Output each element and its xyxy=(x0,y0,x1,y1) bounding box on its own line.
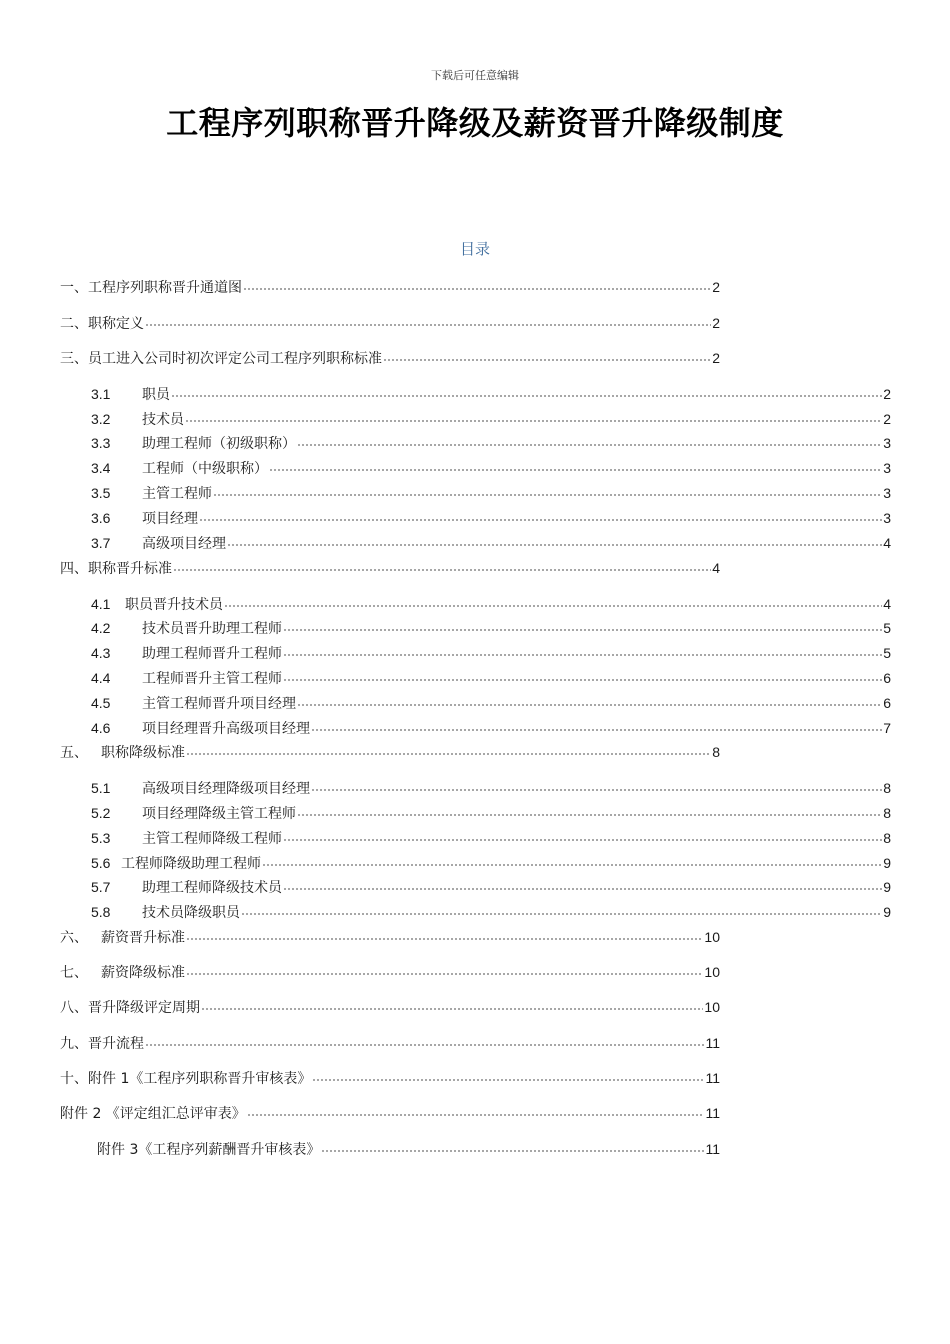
toc-entry-number: 七、 xyxy=(60,964,88,980)
toc-dot-leader xyxy=(283,823,882,843)
toc-entry-page: 10 xyxy=(704,964,720,980)
toc-entry-number: 5.1 xyxy=(91,780,111,796)
toc-entry-page: 2 xyxy=(712,315,720,331)
toc-dot-leader xyxy=(186,922,703,942)
toc-entry-text: 高级项目经理 xyxy=(142,536,226,552)
toc-entry[interactable] xyxy=(60,272,720,296)
toc-entry[interactable] xyxy=(91,713,891,737)
toc-dot-leader xyxy=(243,272,711,292)
toc-entry-page: 2 xyxy=(883,411,891,427)
toc-entry-number: 3.4 xyxy=(91,460,111,476)
toc-entry-page: 9 xyxy=(883,904,891,920)
toc-entry-number: 3.3 xyxy=(91,435,111,451)
toc-dot-leader xyxy=(173,553,711,573)
toc-entry[interactable] xyxy=(60,737,720,761)
toc-entry-page: 4 xyxy=(712,560,720,576)
toc-entry-text: 高级项目经理降级项目经理 xyxy=(142,781,310,797)
toc-dot-leader xyxy=(297,798,882,818)
toc-entry-page: 4 xyxy=(883,535,891,551)
toc-entry[interactable] xyxy=(97,1134,720,1158)
toc-dot-leader xyxy=(283,872,882,892)
toc-entry[interactable] xyxy=(60,308,720,332)
toc-entry-number: 5.2 xyxy=(91,805,111,821)
toc-dot-leader xyxy=(171,379,882,399)
toc-entry-text: 二、职称定义 xyxy=(60,316,144,332)
toc-dot-leader xyxy=(311,713,882,733)
toc-entry[interactable] xyxy=(60,343,720,367)
toc-entry-text: 技术员 xyxy=(142,412,184,428)
toc-dot-leader xyxy=(185,404,882,424)
toc-entry-page: 7 xyxy=(883,720,891,736)
toc-entry-page: 5 xyxy=(883,645,891,661)
toc-entry-text: 薪资降级标准 xyxy=(101,965,185,981)
toc-dot-leader xyxy=(145,1028,704,1048)
toc-entry-page: 8 xyxy=(883,830,891,846)
toc-entry-page: 2 xyxy=(883,386,891,402)
toc-entry[interactable] xyxy=(91,798,891,822)
toc-entry-number: 5.8 xyxy=(91,904,111,920)
toc-entry-page: 11 xyxy=(705,1105,720,1121)
toc-dot-leader xyxy=(321,1134,704,1154)
toc-entry-text: 职称降级标准 xyxy=(101,745,185,761)
toc-entry[interactable] xyxy=(60,922,720,946)
toc-dot-leader xyxy=(186,957,703,977)
toc-entry[interactable] xyxy=(91,528,891,552)
toc-entry-number: 3.5 xyxy=(91,485,111,501)
toc-dot-leader xyxy=(241,897,882,917)
toc-entry-text: 三、员工进入公司时初次评定公司工程序列职称标准 xyxy=(60,351,382,367)
toc-entry-page: 11 xyxy=(705,1070,720,1086)
toc-entry[interactable] xyxy=(91,773,891,797)
toc-dot-leader xyxy=(213,478,882,498)
toc-entry-number: 3.2 xyxy=(91,411,111,427)
toc-entry-text: 附件 2 《评定组汇总评审表》 xyxy=(60,1106,246,1122)
toc-dot-leader xyxy=(283,638,882,658)
toc-entry-page: 3 xyxy=(883,485,891,501)
toc-entry-page: 2 xyxy=(712,279,720,295)
toc-entry-page: 3 xyxy=(883,510,891,526)
toc-dot-leader xyxy=(312,1063,704,1083)
toc-dot-leader xyxy=(199,503,882,523)
toc-entry-number: 3.1 xyxy=(91,386,111,402)
toc-entry[interactable] xyxy=(60,957,720,981)
toc-dot-leader xyxy=(145,308,711,328)
toc-entry-page: 11 xyxy=(705,1141,720,1157)
toc-entry-page: 8 xyxy=(712,744,720,760)
toc-entry-page: 3 xyxy=(883,435,891,451)
toc-entry-text: 技术员晋升助理工程师 xyxy=(142,621,282,637)
header-note: 下载后可任意编辑 xyxy=(431,69,519,82)
toc-entry-text: 四、职称晋升标准 xyxy=(60,561,172,577)
toc-entry[interactable] xyxy=(60,1063,720,1087)
toc-entry[interactable] xyxy=(91,613,891,637)
toc-dot-leader xyxy=(247,1098,705,1118)
toc-entry-text: 技术员降级职员 xyxy=(142,905,240,921)
toc-entry-number: 4.2 xyxy=(91,620,111,636)
toc-entry-text: 薪资晋升标准 xyxy=(101,930,185,946)
toc-entry-number: 五、 xyxy=(60,744,88,760)
toc-entry-number: 3.6 xyxy=(91,510,111,526)
toc-dot-leader xyxy=(201,992,703,1012)
toc-entry[interactable] xyxy=(91,453,891,477)
toc-dot-leader xyxy=(383,343,711,363)
toc-entry-page: 9 xyxy=(883,879,891,895)
toc-entry-page: 6 xyxy=(883,695,891,711)
toc-entry[interactable] xyxy=(60,1098,720,1122)
toc-entry-page: 9 xyxy=(883,855,891,871)
toc-entry-page: 10 xyxy=(704,999,720,1015)
toc-entry-page: 3 xyxy=(883,460,891,476)
toc-entry-text: 工程师降级助理工程师 xyxy=(121,856,261,872)
toc-entry-page: 10 xyxy=(704,929,720,945)
toc-entry-number: 5.3 xyxy=(91,830,111,846)
toc-dot-leader xyxy=(297,428,882,448)
toc-entry-number: 5.7 xyxy=(91,879,111,895)
toc-entry-text: 助理工程师（初级职称） xyxy=(142,436,296,452)
toc-dot-leader xyxy=(186,737,711,757)
toc-entry-text: 助理工程师晋升工程师 xyxy=(142,646,282,662)
toc-dot-leader xyxy=(283,613,882,633)
toc-entry-page: 8 xyxy=(883,780,891,796)
toc-entry-text: 九、晋升流程 xyxy=(60,1036,144,1052)
toc-entry-text: 主管工程师晋升项目经理 xyxy=(142,696,296,712)
toc-entry-text: 主管工程师降级工程师 xyxy=(142,831,282,847)
toc-entry[interactable] xyxy=(91,688,891,712)
toc-dot-leader xyxy=(227,528,882,548)
toc-dot-leader xyxy=(269,453,882,473)
toc-entry-number: 5.6 xyxy=(91,855,111,871)
toc-entry-text: 附件 3《工程序列薪酬晋升审核表》 xyxy=(97,1142,321,1158)
toc-entry[interactable] xyxy=(91,428,891,452)
document-title: 工程序列职称晋升降级及薪资晋升降级制度 xyxy=(166,104,784,142)
toc-entry-text: 主管工程师 xyxy=(142,486,212,502)
toc-entry-text: 工程师晋升主管工程师 xyxy=(142,671,282,687)
toc-entry-text: 职员晋升技术员 xyxy=(125,597,223,613)
toc-entry[interactable] xyxy=(91,663,891,687)
toc-entry-page: 11 xyxy=(705,1035,720,1051)
toc-entry-text: 八、晋升降级评定周期 xyxy=(60,1000,200,1016)
toc-entry[interactable] xyxy=(91,589,891,613)
toc-entry-page: 4 xyxy=(883,596,891,612)
toc-dot-leader xyxy=(283,663,882,683)
toc-entry[interactable] xyxy=(91,848,891,872)
toc-entry[interactable] xyxy=(60,992,720,1016)
toc-entry-text: 职员 xyxy=(142,387,170,403)
toc-entry[interactable] xyxy=(91,404,891,428)
toc-entry-text: 助理工程师降级技术员 xyxy=(142,880,282,896)
toc-entry-text: 项目经理降级主管工程师 xyxy=(142,806,296,822)
toc-entry-page: 2 xyxy=(712,350,720,366)
toc-entry-number: 4.1 xyxy=(91,596,111,612)
toc-entry[interactable] xyxy=(91,638,891,662)
toc-entry[interactable] xyxy=(60,1028,720,1052)
toc-entry-text: 十、附件 1《工程序列职称晋升审核表》 xyxy=(60,1071,312,1087)
toc-entry-page: 6 xyxy=(883,670,891,686)
toc-entry-text: 项目经理晋升高级项目经理 xyxy=(142,721,310,737)
toc-entry[interactable] xyxy=(60,553,720,577)
toc-dot-leader xyxy=(262,848,882,868)
toc-entry[interactable] xyxy=(91,478,891,502)
toc-entry-page: 8 xyxy=(883,805,891,821)
toc-dot-leader xyxy=(224,589,882,609)
toc-entry-text: 工程师（中级职称） xyxy=(142,461,268,477)
toc-entry-number: 3.7 xyxy=(91,535,111,551)
toc-entry-number: 4.3 xyxy=(91,645,111,661)
toc-entry-number: 4.6 xyxy=(91,720,111,736)
toc-heading: 目录 xyxy=(459,240,490,258)
toc-entry-number: 六、 xyxy=(60,929,88,945)
toc-entry[interactable] xyxy=(91,872,891,896)
toc-entry[interactable] xyxy=(91,379,891,403)
toc-entry-text: 项目经理 xyxy=(142,511,198,527)
toc-entry[interactable] xyxy=(91,897,891,921)
toc-entry[interactable] xyxy=(91,823,891,847)
toc-entry-number: 4.5 xyxy=(91,695,111,711)
toc-dot-leader xyxy=(311,773,882,793)
toc-entry[interactable] xyxy=(91,503,891,527)
toc-entry-number: 4.4 xyxy=(91,670,111,686)
toc-entry-text: 一、工程序列职称晋升通道图 xyxy=(60,280,242,296)
toc-entry-page: 5 xyxy=(883,620,891,636)
toc-dot-leader xyxy=(297,688,882,708)
